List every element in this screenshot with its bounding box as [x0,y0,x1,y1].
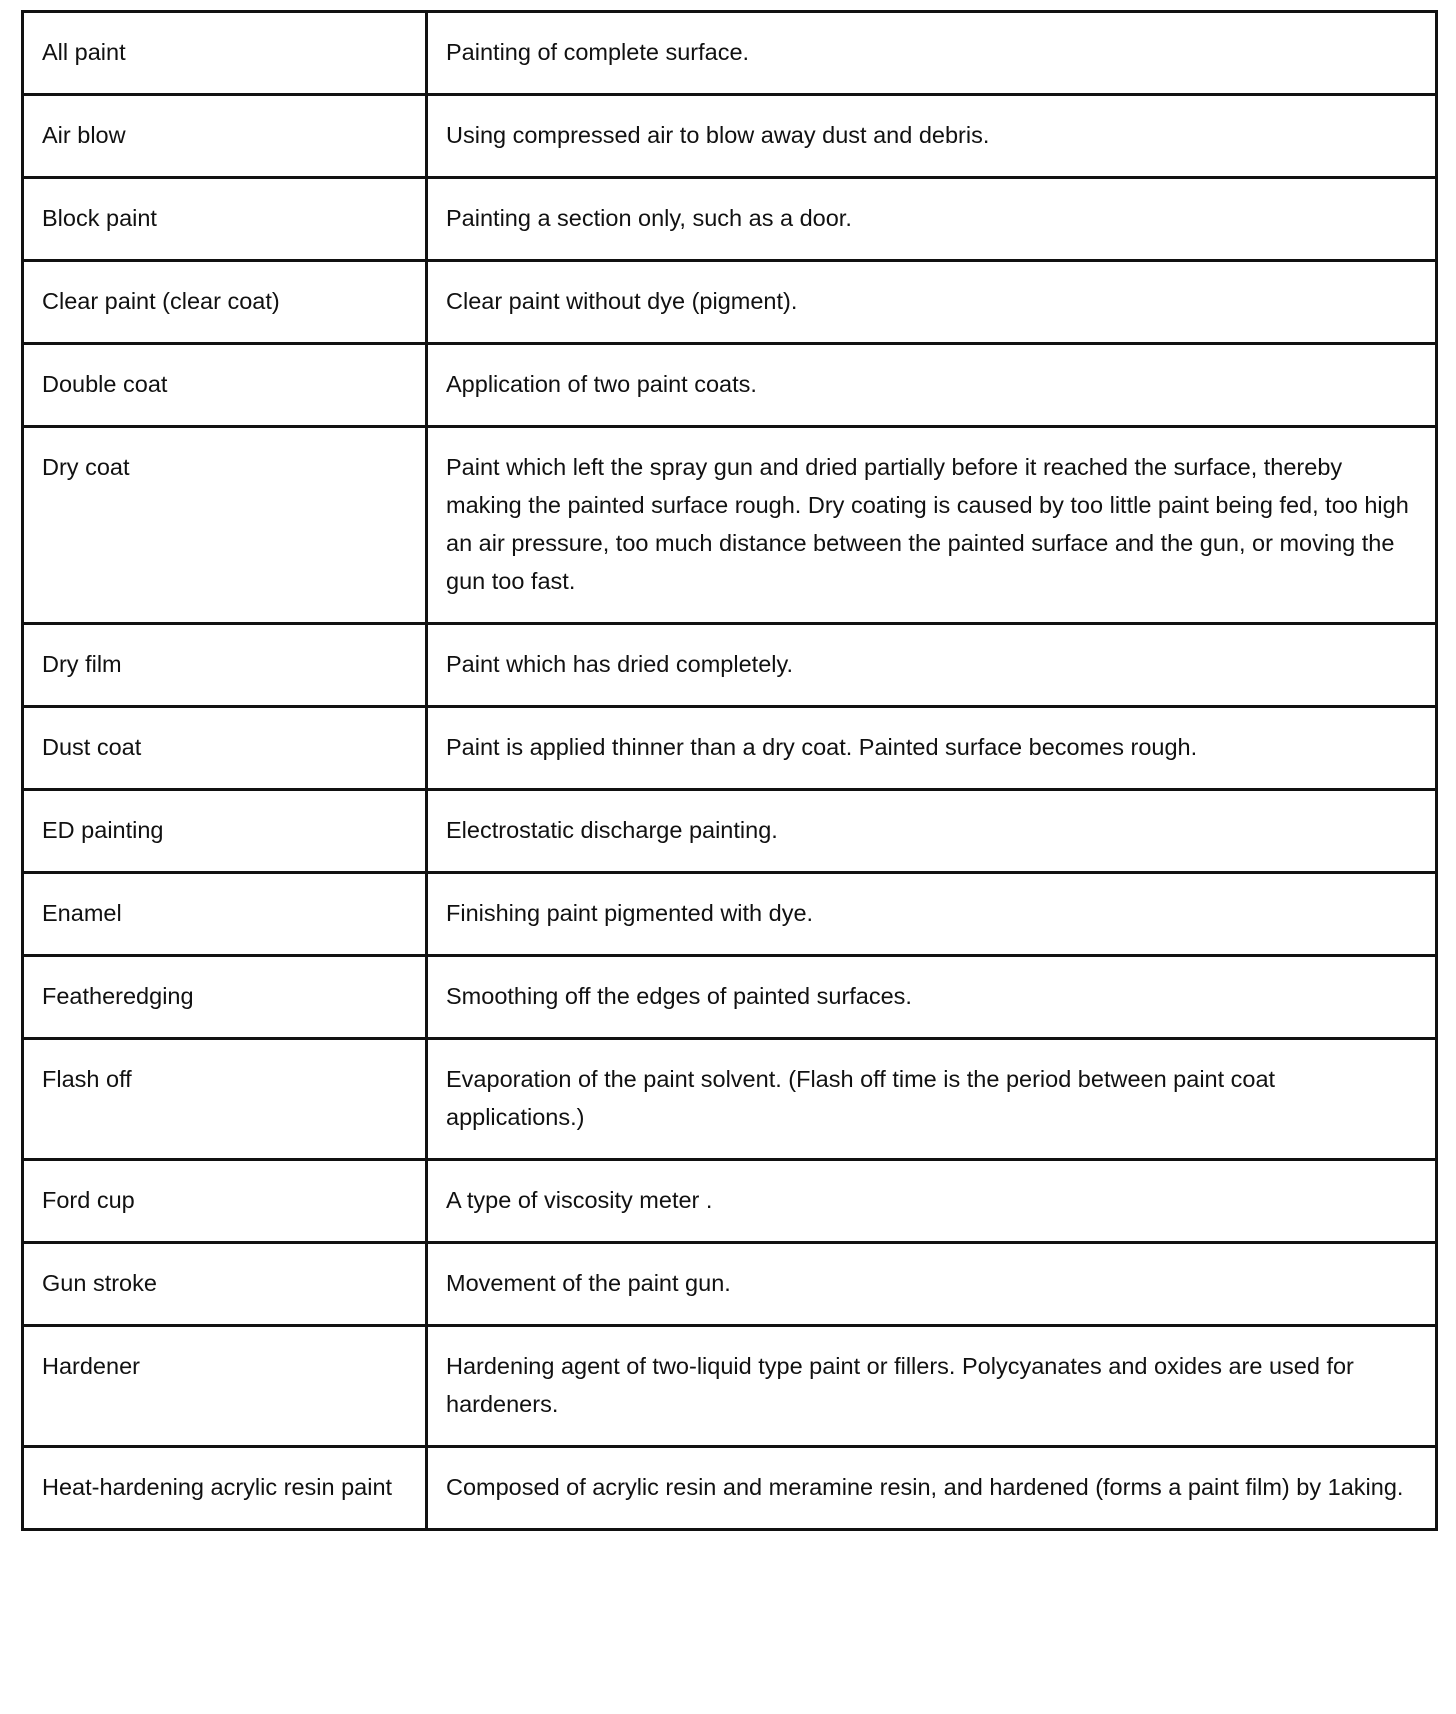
table-row [23,1243,1437,1326]
term-cell: Ford cup [23,1160,427,1243]
definition-cell: Hardening agent of two-liquid type paint or fillers. Polycyanates and oxides are used for hardeners. [427,1326,1437,1447]
table-row [23,1160,1437,1243]
table-row [23,1326,1437,1447]
glossary-body [23,12,1437,1530]
table-row [23,261,1437,344]
definition-cell: Painting of complete surface. [427,12,1437,95]
term-cell: All paint [23,12,427,95]
definition-cell: Evaporation of the paint solvent. (Flash off time is the period between paint coat applications.) [427,1039,1437,1160]
term-cell: Block paint [23,178,427,261]
definition-cell: Using compressed air to blow away dust and debris. [427,95,1437,178]
table-row [23,624,1437,707]
term-cell: Dust coat [23,707,427,790]
term-cell: Enamel [23,873,427,956]
table-row [23,1447,1437,1530]
term-cell: Gun stroke [23,1243,427,1326]
table-row [23,1039,1437,1160]
definition-cell: Composed of acrylic resin and meramine resin, and hardened (forms a paint film) by 1aking. [427,1447,1437,1530]
definition-cell: A type of viscosity meter . [427,1160,1437,1243]
term-cell: Heat-hardening acrylic resin paint [23,1447,427,1530]
definition-cell: Paint which left the spray gun and dried partially before it reached the surface, thereby making the painted surface rough. Dry coating is caused by too little paint being fed, too high an air pressure, too much distance between the painted surface and the gun, or moving the gun too fast. [427,427,1437,624]
definition-cell: Paint which has dried completely. [427,624,1437,707]
term-cell: Flash off [23,1039,427,1160]
table-row [23,707,1437,790]
definition-cell: Painting a section only, such as a door. [427,178,1437,261]
term-cell: Clear paint (clear coat) [23,261,427,344]
definition-cell: Electrostatic discharge painting. [427,790,1437,873]
term-cell: Dry film [23,624,427,707]
table-row [23,95,1437,178]
term-cell: ED painting [23,790,427,873]
definition-cell: Movement of the paint gun. [427,1243,1437,1326]
table-row [23,873,1437,956]
table-row [23,427,1437,624]
term-cell: Dry coat [23,427,427,624]
table-row [23,12,1437,95]
term-cell: Air blow [23,95,427,178]
definition-cell: Clear paint without dye (pigment). [427,261,1437,344]
table-row [23,956,1437,1039]
table-row [23,790,1437,873]
table-row [23,178,1437,261]
table-row [23,344,1437,427]
definition-cell: Smoothing off the edges of painted surfaces. [427,956,1437,1039]
term-cell: Hardener [23,1326,427,1447]
definition-cell: Application of two paint coats. [427,344,1437,427]
definition-cell: Paint is applied thinner than a dry coat. Painted surface becomes rough. [427,707,1437,790]
glossary-table [21,10,1438,1531]
definition-cell: Finishing paint pigmented with dye. [427,873,1437,956]
term-cell: Double coat [23,344,427,427]
term-cell: Featheredging [23,956,427,1039]
